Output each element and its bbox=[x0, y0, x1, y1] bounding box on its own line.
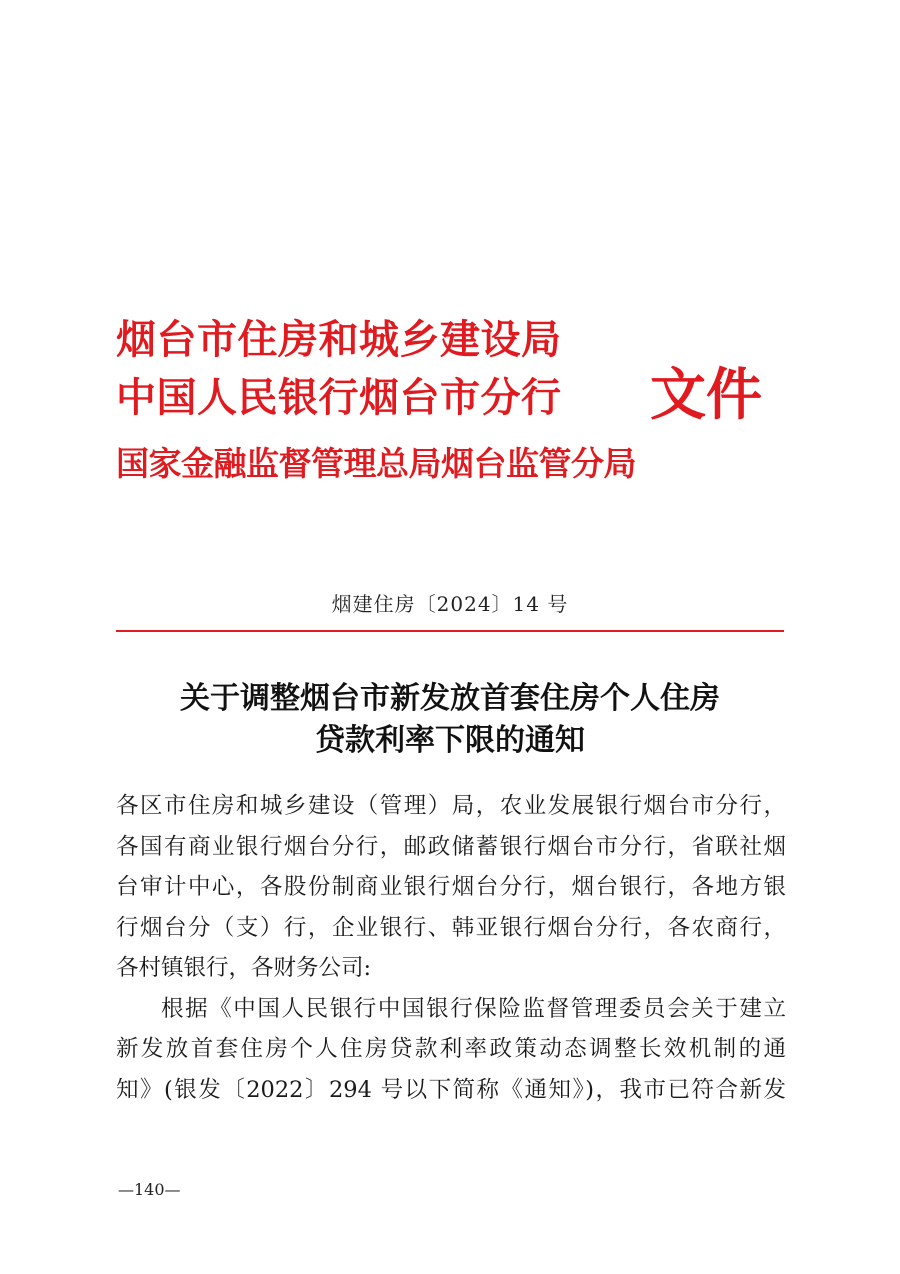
document-title bbox=[0, 678, 900, 762]
addressee-line: 各区市住房和城乡建设（管理）局，农业发展银行烟台市分行， bbox=[116, 793, 786, 819]
paragraph-line: 知》(银发〔2022〕294 号以下简称《通知》)，我市已符合新发 bbox=[116, 1076, 786, 1103]
title-line-1: 关于调整烟台市新发放首套住房个人住房 bbox=[180, 681, 720, 716]
paragraph-line: 根据《中国人民银行中国银行保险监督管理委员会关于建立 bbox=[161, 995, 786, 1022]
addressee-line: 台审计中心，各股份制商业银行烟台分行，烟台银行，各地方银 bbox=[116, 874, 786, 900]
issuer-pboc-branch: 中国人民银行烟台市分行 bbox=[116, 375, 562, 421]
document-number: 烟建住房〔2024〕14 号 bbox=[331, 592, 569, 616]
paragraph-line: 新发放首套住房个人住房贷款利率政策动态调整长效机制的通 bbox=[116, 1036, 786, 1062]
issuer-housing-bureau: 烟台市住房和城乡建设局 bbox=[116, 317, 562, 363]
red-divider bbox=[116, 630, 784, 632]
issuer-financial-regulator: 国家金融监督管理总局烟台监管分局 bbox=[116, 444, 636, 483]
page-number: —140— bbox=[118, 1180, 181, 1199]
document-body bbox=[116, 786, 786, 1110]
title-line-2: 贷款利率下限的通知 bbox=[315, 723, 585, 758]
addressee-line: 各国有商业银行烟台分行，邮政储蓄银行烟台市分行，省联社烟 bbox=[116, 833, 786, 860]
addressee-line: 各村镇银行，各财务公司: bbox=[116, 955, 372, 981]
addressee-line: 行烟台分（支）行，企业银行、韩亚银行烟台分行，各农商行， bbox=[116, 914, 786, 941]
document-suffix: 文件 bbox=[650, 363, 762, 428]
